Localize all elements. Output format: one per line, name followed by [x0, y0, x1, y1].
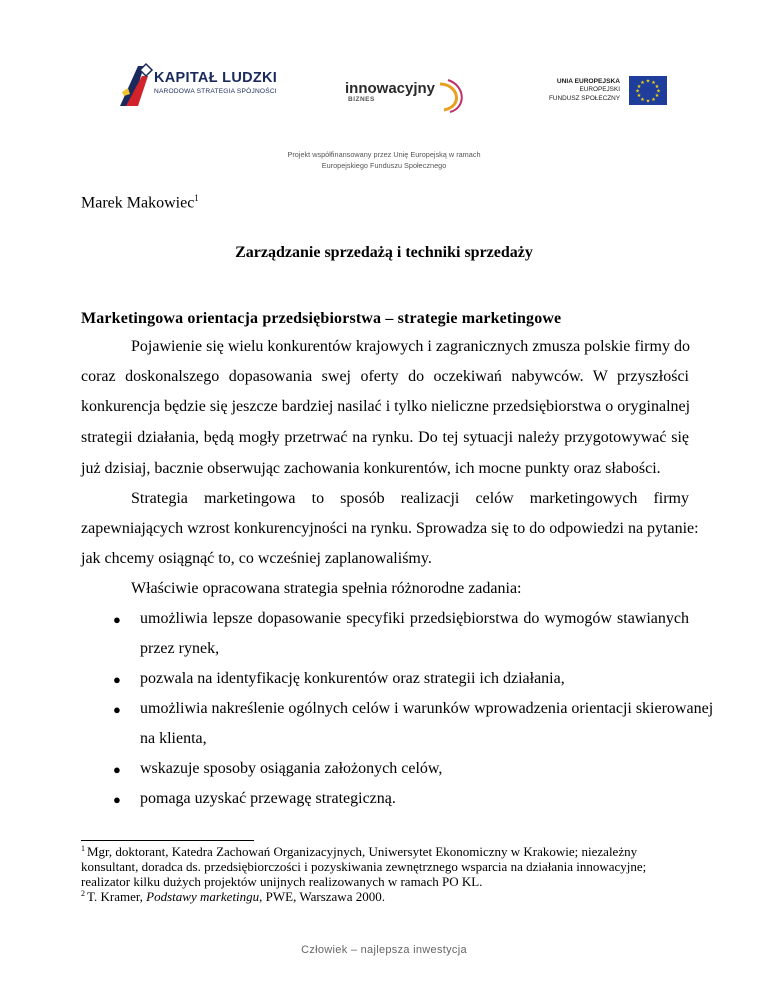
bullet-3-line-1: umożliwia nakreślenie ogólnych celów i warunków wprowadzenia orientacji skierowanej [140, 700, 714, 717]
p2-line-2: zapewniających wzrost konkurencyjności na rynku. Sprowadza się to do odpowiedzi na pytanie: [81, 520, 699, 537]
svg-text:★: ★ [640, 97, 645, 103]
section-heading: Marketingowa orientacja przedsiębiorstwa – strategie marketingowe [81, 310, 562, 327]
svg-text:★: ★ [640, 80, 645, 86]
bullet-dot: ● [113, 672, 121, 687]
page-footer: Człowiek – najlepsza inwestycja [301, 944, 467, 956]
eu-line-2: EUROPEJSKI [579, 86, 620, 94]
eu-line-3: FUNDUSZ SPOŁECZNY [548, 94, 620, 102]
footnote-separator [81, 840, 254, 841]
svg-text:★: ★ [656, 88, 661, 95]
footnote-2-rest: , PWE, Warszawa 2000. [259, 889, 385, 904]
footnote-2-author: T. Kramer, [87, 889, 147, 904]
svg-text:★: ★ [651, 80, 656, 86]
p1-line-4: strategii działania, będą mogły przetrwać na rynku. Do tej sytuacji należy przygotowywać się [81, 429, 689, 446]
bullet-3-line-2: na klienta, [140, 730, 207, 747]
cofunding-note [0, 149, 768, 171]
author-footnote-ref: 1 [194, 193, 199, 203]
author-text: Marek Makowiec [81, 194, 195, 212]
bullet-1-line-2: przez rynek, [140, 640, 220, 657]
footnote-1-text-1: Mgr, doktorant, Katedra Zachowań Organizacyjnych, Uniwersytet Ekonomiczny w Krakowie; niezależny [87, 844, 638, 859]
svg-text:★: ★ [654, 93, 660, 99]
bullet-2: pozwala na identyfikację konkurentów oraz strategii ich działania, [140, 670, 565, 687]
bullet-dot: ● [113, 792, 121, 807]
kl-title: KAPITAŁ LUDZKI [154, 70, 278, 86]
cofunding-line-1: Projekt współfinansowany przez Unię Europejską w ramach [287, 150, 481, 159]
svg-text:★: ★ [654, 84, 660, 90]
footnote-2-book-title: Podstawy marketingu [146, 889, 260, 904]
bullet-1-line-1: umożliwia lepsze dopasowanie specyfiki przedsiębiorstwa do wymogów stawianych [140, 610, 689, 627]
footnote-2 [81, 889, 689, 906]
innowacyjny-word: innowacyjny [345, 80, 436, 97]
p1-line-3: konkurencja będzie się jeszcze bardziej nasilać i tylko nieliczne przedsiębiorstwa o oryginalnej [81, 398, 691, 415]
svg-text:★: ★ [645, 78, 651, 85]
bullet-dot: ● [113, 612, 121, 627]
p3-line: Właściwie opracowana strategia spełnia różnorodne zadania: [131, 580, 522, 597]
svg-text:★: ★ [635, 88, 640, 95]
eu-label [520, 78, 620, 103]
p1-line-5: już dzisiaj, bacznie obserwując zachowania konkurentów, ich mocne punkty oraz słabości. [81, 460, 661, 477]
p2-line-3: jak chcemy osiągnąć to, co wcześniej zaplanowaliśmy. [81, 550, 432, 567]
author-name [81, 193, 199, 212]
biznes-word: BIZNES [348, 96, 375, 103]
bullet-dot: ● [113, 702, 121, 717]
eu-flag-icon [629, 76, 667, 105]
bullet-4: wskazuje sposoby osiągania założonych celów, [140, 760, 443, 777]
footnote-1-number: 1 [81, 844, 85, 853]
svg-text:★: ★ [636, 93, 642, 99]
svg-text:★: ★ [636, 84, 642, 90]
document-title: Zarządzanie sprzedażą i techniki sprzedaży [235, 244, 533, 261]
kl-subtitle: NARODOWA STRATEGIA SPÓJNOŚCI [154, 88, 277, 95]
svg-text:★: ★ [651, 97, 656, 103]
footnote-1-line-3: realizator kilku dużych projektów unijnych realizowanych w ramach PO KL. [81, 874, 483, 889]
eu-line-1: UNIA EUROPEJSKA [556, 78, 620, 85]
bullet-dot: ● [113, 762, 121, 777]
bullet-5: pomaga uzyskać przewagę strategiczną. [140, 790, 396, 807]
p1-line-1: Pojawienie się wielu konkurentów krajowych i zagranicznych zmusza polskie firmy do [131, 338, 690, 355]
footnote-1-line-2: konsultant, doradca ds. przedsiębiorczości i pozyskiwania zewnętrznego wsparcia na działania innowacyjne; [81, 859, 647, 874]
p2-line-1: Strategia marketingowa to sposób realizacji celów marketingowych firmy [131, 490, 689, 507]
footnote-2-number: 2 [81, 889, 85, 898]
svg-text:★: ★ [645, 98, 651, 105]
p1-line-2: coraz doskonalszego dopasowania swej oferty do oczekiwań nabywców. W przyszłości [81, 368, 689, 385]
cofunding-line-2: Europejskiego Funduszu Społecznego [321, 161, 447, 170]
